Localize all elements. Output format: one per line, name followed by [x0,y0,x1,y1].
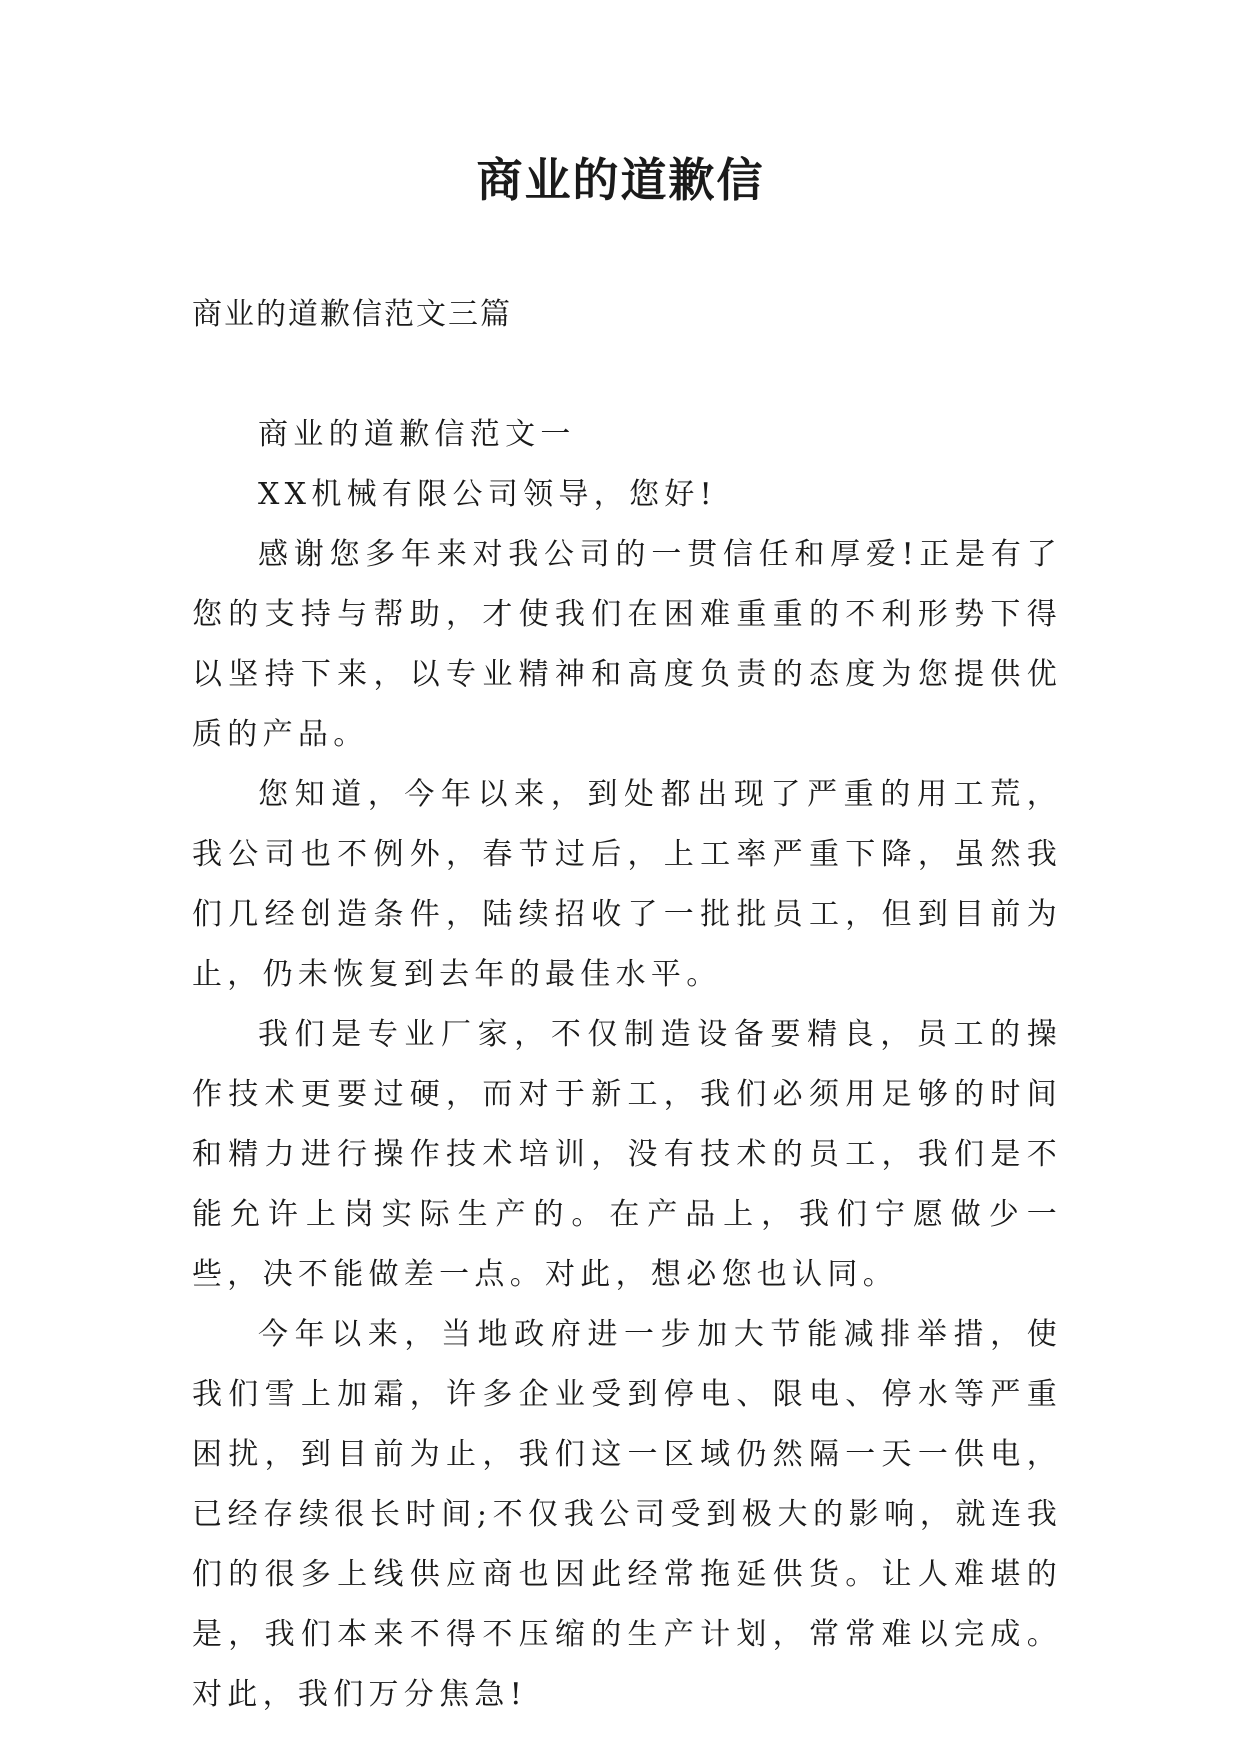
salutation: XX机械有限公司领导，您好! [258,477,717,512]
paragraph-2: 您知道，今年以来，到处都出现了严重的用工荒，我公司也不例外，春节过后，上工率严重下降，虽然我们几经创造条件，陆续招收了一批批员工，但到目前为止，仍未恢复到去年的最佳水平。 [192,777,1062,992]
section-heading: 商业的道歉信范文一 [258,417,576,452]
paragraph-1: 感谢您多年来对我公司的一贯信任和厚爱!正是有了您的支持与帮助，才使我们在困难重重的不利形势下得以坚持下来，以专业精神和高度负责的态度为您提供优质的产品。 [192,537,1062,752]
paragraph-4: 今年以来，当地政府进一步加大节能减排举措，使我们雪上加霜，许多企业受到停电、限电、停水等严重困扰，到目前为止，我们这一区域仍然隔一天一供电，已经存续很长时间;不仅我公司受到极大的影响，就连我们的很多上线供应商也因此经常拖延供货。让人难堪的是，我们本来不得不压缩的生产计划，常常难以完成。对此，我们万分焦急! [192,1317,1062,1712]
paragraph-3: 我们是专业厂家，不仅制造设备要精良，员工的操作技术更要过硬，而对于新工，我们必须用足够的时间和精力进行操作技术培训，没有技术的员工，我们是不能允许上岗实际生产的。在产品上，我们宁愿做少一些，决不能做差一点。对此，想必您也认同。 [192,1017,1062,1292]
letter-body [192,405,1062,1725]
document-subtitle: 商业的道歉信范文三篇 [192,297,512,332]
document-title: 商业的道歉信 [476,153,765,207]
